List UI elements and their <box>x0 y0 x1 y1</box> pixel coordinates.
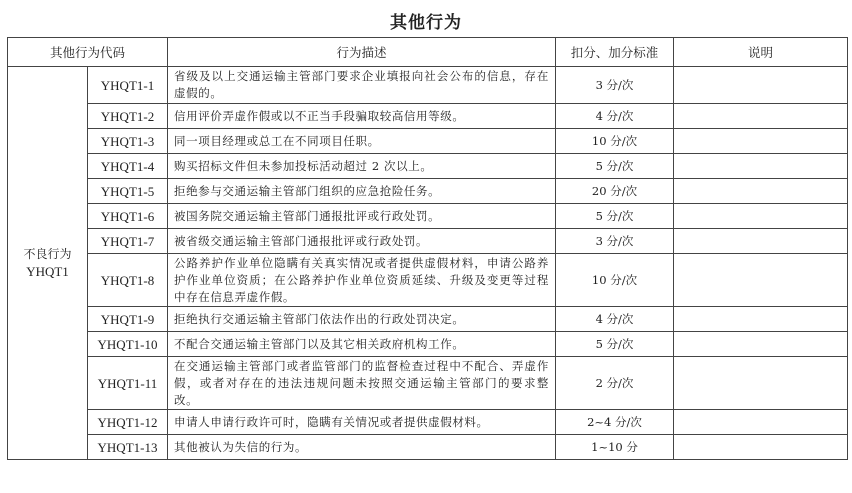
table-row <box>8 307 848 332</box>
row-note <box>674 67 848 104</box>
row-code: YHQT1-11 <box>88 357 168 410</box>
row-score: 20 分/次 <box>556 179 674 204</box>
header-note: 说明 <box>674 38 848 67</box>
row-code: YHQT1-7 <box>88 229 168 254</box>
row-code: YHQT1-3 <box>88 129 168 154</box>
page-title: 其他行为 <box>390 13 462 33</box>
row-note <box>674 307 848 332</box>
row-code: YHQT1-8 <box>88 254 168 307</box>
table-row <box>8 204 848 229</box>
table-row <box>8 129 848 154</box>
row-code: YHQT1-12 <box>88 410 168 435</box>
table-row <box>8 357 848 410</box>
category-label: 不良行为 <box>23 247 72 261</box>
table-row <box>8 154 848 179</box>
row-code: YHQT1-10 <box>88 332 168 357</box>
row-note <box>674 435 848 460</box>
row-description: 购买招标文件但未参加投标活动超过 2 次以上。 <box>168 154 556 179</box>
table-row <box>8 67 848 104</box>
row-score: 10 分/次 <box>556 254 674 307</box>
table-body <box>8 67 848 460</box>
row-code: YHQT1-13 <box>88 435 168 460</box>
row-description: 同一项目经理或总工在不同项目任职。 <box>168 129 556 154</box>
row-description: 信用评价弄虚作假或以不正当手段骗取较高信用等级。 <box>168 104 556 129</box>
header-code: 其他行为代码 <box>8 38 168 67</box>
row-score: 5 分/次 <box>556 154 674 179</box>
row-description: 拒绝参与交通运输主管部门组织的应急抢险任务。 <box>168 179 556 204</box>
row-score: 3 分/次 <box>556 229 674 254</box>
row-score: 5 分/次 <box>556 332 674 357</box>
row-note <box>674 229 848 254</box>
row-code: YHQT1-6 <box>88 204 168 229</box>
category-code: YHQT1 <box>26 264 69 279</box>
row-note <box>674 357 848 410</box>
row-score: 2 分/次 <box>556 357 674 410</box>
row-note <box>674 254 848 307</box>
row-score: 3 分/次 <box>556 67 674 104</box>
row-description: 申请人申请行政许可时，隐瞒有关情况或者提供虚假材料。 <box>168 410 556 435</box>
row-score: 4 分/次 <box>556 104 674 129</box>
row-score: 10 分/次 <box>556 129 674 154</box>
header-score: 扣分、加分标准 <box>556 38 674 67</box>
row-code: YHQT1-9 <box>88 307 168 332</box>
row-note <box>674 154 848 179</box>
row-score: 5 分/次 <box>556 204 674 229</box>
table-row <box>8 104 848 129</box>
table-row <box>8 332 848 357</box>
row-code: YHQT1-4 <box>88 154 168 179</box>
row-description: 被省级交通运输主管部门通报批评或行政处罚。 <box>168 229 556 254</box>
row-note <box>674 410 848 435</box>
row-score: 1~10 分 <box>556 435 674 460</box>
row-description: 省级及以上交通运输主管部门要求企业填报向社会公布的信息，存在虚假的。 <box>168 67 556 104</box>
row-code: YHQT1-1 <box>88 67 168 104</box>
row-score: 2~4 分/次 <box>556 410 674 435</box>
row-code: YHQT1-5 <box>88 179 168 204</box>
row-note <box>674 332 848 357</box>
row-note <box>674 129 848 154</box>
table-row <box>8 435 848 460</box>
behavior-table <box>7 37 848 460</box>
table-row <box>8 410 848 435</box>
row-note <box>674 179 848 204</box>
row-description: 不配合交通运输主管部门以及其它相关政府机构工作。 <box>168 332 556 357</box>
row-description: 公路养护作业单位隐瞒有关真实情况或者提供虚假材料，申请公路养护作业单位资质；在公路养护作业单位资质延续、升级及变更等过程中存在信息弄虚作假。 <box>168 254 556 307</box>
row-description: 在交通运输主管部门或者监管部门的监督检查过程中不配合、弄虚作假，或者对存在的违法违规问题未按照交通运输主管部门的要求整改。 <box>168 357 556 410</box>
table-header-row <box>8 38 848 67</box>
row-score: 4 分/次 <box>556 307 674 332</box>
row-note <box>674 204 848 229</box>
table-row <box>8 254 848 307</box>
category-cell <box>8 67 88 460</box>
header-description: 行为描述 <box>168 38 556 67</box>
row-description: 其他被认为失信的行为。 <box>168 435 556 460</box>
row-description: 被国务院交通运输主管部门通报批评或行政处罚。 <box>168 204 556 229</box>
row-note <box>674 104 848 129</box>
row-description: 拒绝执行交通运输主管部门依法作出的行政处罚决定。 <box>168 307 556 332</box>
row-code: YHQT1-2 <box>88 104 168 129</box>
table-row <box>8 229 848 254</box>
table-row <box>8 179 848 204</box>
